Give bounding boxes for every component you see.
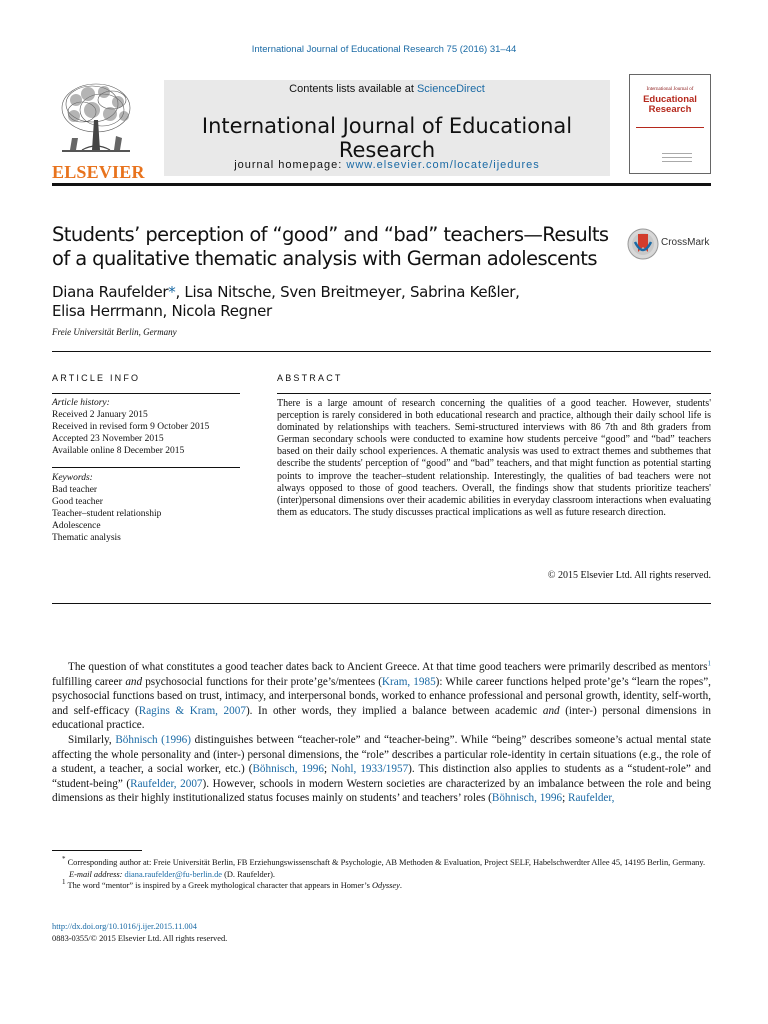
text-run: . xyxy=(399,881,402,891)
text-run: fulfilling career xyxy=(52,675,126,688)
corresponding-author-marker[interactable]: * xyxy=(168,283,176,301)
body-paragraph xyxy=(52,733,711,806)
history-label: Article history: xyxy=(52,398,110,408)
cover-line-deco xyxy=(662,161,692,162)
publisher-wordmark: ELSEVIER xyxy=(52,162,145,182)
cover-line1: International Journal of xyxy=(646,87,694,92)
text-run: (D. Raufelder). xyxy=(222,869,276,879)
text-run: Corresponding author at: Freie Universität Berlin, FB Erziehungswissenschaft & Psychologie, AB Methoden & Evaluation, Project SELF, Habelschwerdter Allee 45, 14195 Berlin, Germany. xyxy=(67,858,706,867)
body-paragraph xyxy=(52,660,711,733)
sciencedirect-link[interactable]: ScienceDirect xyxy=(416,83,485,95)
homepage-prefix: journal homepage: xyxy=(234,159,347,171)
body-text xyxy=(52,660,711,806)
cover-line-deco xyxy=(662,157,692,158)
citation-link[interactable]: Nohl, 1933/1957 xyxy=(331,763,409,776)
cover-title xyxy=(630,95,710,115)
abstract-heading: ABSTRACT xyxy=(277,373,343,383)
header-rule xyxy=(52,183,711,186)
text-run: ). In other words, they implied a balance between academic xyxy=(245,704,543,717)
text-run: psychosocial functions for their prote’ge’s/mentees ( xyxy=(142,675,382,688)
doi-link[interactable]: http://dx.doi.org/10.1016/j.ijer.2015.11.004 xyxy=(52,922,197,931)
elsevier-tree-icon xyxy=(52,80,140,158)
text-run: ; xyxy=(323,763,332,776)
crossmark-icon xyxy=(627,228,659,260)
author-list xyxy=(52,283,612,320)
journal-citation[interactable]: International Journal of Educational Research 75 (2016) 31–44 xyxy=(251,44,517,55)
article-info-rule xyxy=(52,393,240,394)
footnote-mark: * xyxy=(62,855,66,864)
citation-link[interactable]: Kram, 1985 xyxy=(381,675,436,688)
citation-link[interactable]: Böhnisch, 1996 xyxy=(491,792,563,805)
text-run: distinguishes between “teacher-role” and “teacher-being”. While “being” describes someone’s actual mental state affecting the whole personality and (inter-) personal dimensions, the “role” describes a particular role-identity in certain situations (e.g., the role of a student, a teacher, a social worker, etc.) ( xyxy=(52,733,711,776)
abstract-text: There is a large amount of research concerning the qualities of a good teacher. However, students' perception is rarely considered in both educational research and practice, although their daily school life is dominated by relationships with teachers. Semi-structured interviews with 86 7th and 8th graders from German secondary schools were conducted to examine how students perceive “good” and “bad” teachers based on their daily school experiences. A thematic analysis was used to extract themes and subthemes that describe the students' perception of “good” and “bad” teachers, and that might function as potential starting points to improve the teacher–student relationship. Interestingly, the qualities of bad teachers were not always opposed to those of good teachers. Overall, the findings show that students prioritize teachers' (inter)personal dimensions over their academic abilities in everyday classroom interactions when evaluating them as educators. The study discusses practical implications as well as future research direction. xyxy=(277,398,711,518)
history-revised: Received in revised form 9 October 2015 xyxy=(52,421,210,432)
journal-cover-thumbnail[interactable] xyxy=(629,74,711,174)
citation-link[interactable]: Böhnisch (1996) xyxy=(115,733,192,746)
emphasis: and xyxy=(125,675,143,688)
history-received: Received 2 January 2015 xyxy=(52,409,148,420)
authors-line2: Elisa Herrmann, Nicola Regner xyxy=(52,301,272,320)
affiliation: Freie Universität Berlin, Germany xyxy=(52,327,177,337)
crossmark-label: CrossMark xyxy=(661,237,710,248)
author-first: Diana Raufelder xyxy=(52,283,169,301)
article-title: Students’ perception of “good” and “bad” teachers—Results of a qualitative thematic analysis with German adolescents xyxy=(52,223,609,270)
abstract-rule xyxy=(277,393,711,394)
citation-link[interactable]: Raufelder, 2007 xyxy=(130,777,203,790)
keywords-label: Keywords: xyxy=(52,473,93,483)
journal-info-box xyxy=(164,80,610,176)
footnote-ref-1[interactable]: 1 xyxy=(707,659,711,668)
issn-line: 0883-0355/© 2015 Elsevier Ltd. All rights reserved. xyxy=(52,933,228,943)
abstract-copyright: © 2015 Elsevier Ltd. All rights reserved. xyxy=(547,570,711,581)
keywords-rule xyxy=(52,467,240,468)
cover-divider xyxy=(636,127,704,128)
keywords-list xyxy=(52,473,242,544)
keyword-item: Thematic analysis xyxy=(52,532,121,543)
footnote-rule xyxy=(52,850,142,851)
contents-line xyxy=(164,83,610,95)
text-run: ): While career functions helped prote’ge’s “learn the ropes”, psychosocial functions based on trust, intimacy, and interpersonal bonds, worked to enhance professional and personal growth, identity, self-worth, and self-efficacy ( xyxy=(52,675,711,717)
section-rule-bottom xyxy=(52,603,711,604)
article-info-heading: ARTICLE INFO xyxy=(52,373,141,383)
keyword-item: Bad teacher xyxy=(52,484,98,495)
cover-line3: Research xyxy=(648,104,692,115)
text-run: The word “mentor” is inspired by a Greek mythological character that appears in Homer’s xyxy=(67,881,372,891)
footnote-1 xyxy=(52,880,711,892)
cover-line2: Educational xyxy=(643,94,697,105)
keyword-item: Adolescence xyxy=(52,520,101,531)
homepage-line xyxy=(164,159,610,171)
journal-title: International Journal of Educational Research xyxy=(201,114,573,162)
citation-link[interactable]: Ragins & Kram, 2007 xyxy=(138,704,246,717)
citation-link[interactable]: Böhnisch, 1996 xyxy=(252,763,324,776)
keyword-item: Good teacher xyxy=(52,496,103,507)
footnote-corresponding xyxy=(52,857,711,869)
text-run: Similarly, xyxy=(68,733,116,746)
emphasis: and xyxy=(542,704,560,717)
text-run: (inter-) personal dimensions in educational practice. xyxy=(52,704,711,732)
email-label: E-mail address: xyxy=(69,869,123,879)
history-accepted: Accepted 23 November 2015 xyxy=(52,433,164,444)
emphasis: Odyssey xyxy=(371,881,400,891)
contents-prefix: Contents lists available at xyxy=(289,83,417,95)
email-link[interactable]: diana.raufelder@fu-berlin.de xyxy=(124,869,222,879)
journal-banner xyxy=(52,74,711,186)
text-run: ). However, schools in modern Western societies are characterized by an imbalance between the role and being dimensions as their highly institutionalized status focuses mainly on students’ and teachers’ roles ( xyxy=(52,777,711,805)
text-run: ). This distinction also applies to students as a “student-role” and “student-being” ( xyxy=(52,763,711,790)
footnotes xyxy=(52,857,711,892)
homepage-link[interactable]: www.elsevier.com/locate/ijedures xyxy=(346,159,540,171)
footnote-mark: 1 xyxy=(62,878,66,887)
doi-block xyxy=(52,921,227,944)
citation-link[interactable]: Raufelder, xyxy=(568,792,615,805)
authors-line1-rest: , Lisa Nitsche, Sven Breitmeyer, Sabrina Keßler, xyxy=(175,283,520,301)
footnote-email xyxy=(52,869,711,881)
elsevier-logo[interactable] xyxy=(52,80,145,182)
section-rule xyxy=(52,351,711,352)
crossmark-badge[interactable] xyxy=(627,228,711,260)
text-run: The question of what constitutes a good teacher dates back to Ancient Greece. At that time good teachers were primarily described as mentors xyxy=(68,661,708,673)
text-run: ; xyxy=(562,792,568,805)
article-history xyxy=(52,398,242,458)
cover-line-deco xyxy=(662,153,692,154)
history-online: Available online 8 December 2015 xyxy=(52,445,185,456)
keyword-item: Teacher–student relationship xyxy=(52,508,162,519)
